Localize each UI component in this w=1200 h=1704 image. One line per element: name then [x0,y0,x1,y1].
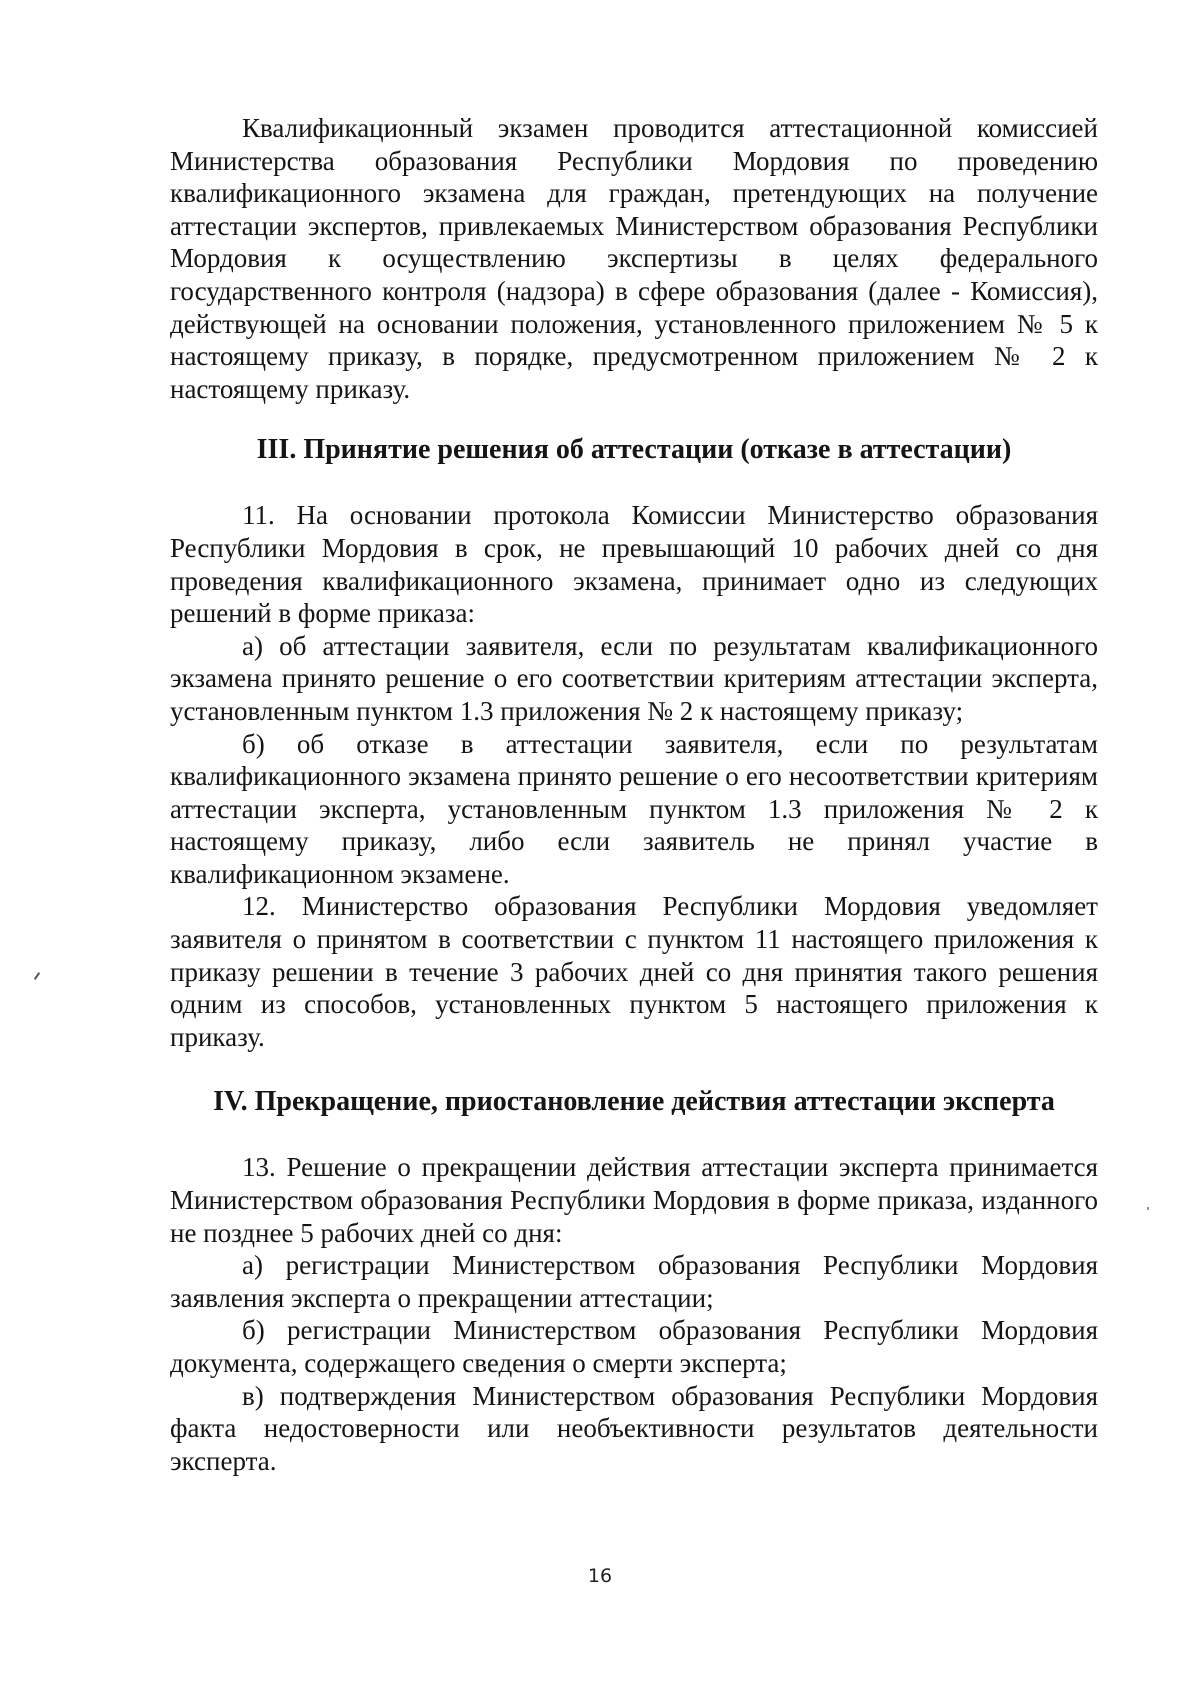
paragraph-13c: в) подтверждения Министерством образования Республики Мордовия факта недостоверности или необъективности результатов деятельности эксперта. [170,1380,1098,1476]
section-heading-iv: IV. Прекращение, приостановление действия аттестации эксперта [213,1086,1055,1118]
paragraph-13b: б) регистрации Министерством образования Республики Мордовия документа, содержащего сведения о смерти эксперта; [170,1315,1098,1378]
paragraph-commission: Квалификационный экзамен проводится аттестационной комиссией Министерства образования Республики Мордовия по проведению квалификационного экзамена для граждан, претендующих на получение аттестации экспертов, привлекаемых Министерством образования Республики Мордовия к осуществлению экспертизы в целях федерального государственного контроля (надзора) в сфере образования (далее - Комиссия), действующей на основании положения, установленного приложением № 5 к настоящему приказу, в порядке, предусмотренном приложением № 2 к настоящему приказу. [170,113,1098,404]
scan-mark [34,972,40,980]
paragraph-11a: а) об аттестации заявителя, если по результатам квалификационного экзамена принято решение о его соответствии критериям аттестации эксперта, установленным пунктом 1.3 приложения № 2 к настоящему приказу; [170,630,1098,726]
section-heading-iii: III. Принятие решения об аттестации (отказе в аттестации) [256,434,1012,466]
document-body [170,112,1098,1477]
paragraph-11b: б) об отказе в аттестации заявителя, если по результатам квалификационного экзамена принято решение о его несоответствии критериям аттестации эксперта, установленным пунктом 1.3 приложения № 2 к настоящему приказу, либо если заявитель не принял участие в квалификационном экзамене. [170,728,1098,889]
paragraph-13a: а) регистрации Министерством образования Республики Мордовия заявления эксперта о прекращении аттестации; [170,1250,1098,1313]
paragraph-12: 12. Министерство образования Республики Мордовия уведомляет заявителя о принятом в соответствии с пунктом 11 настоящего приложения к приказу решении в течение 3 рабочих дней со дня принятия такого решения одним из способов, установленных пунктом 5 настоящего приложения к приказу. [170,891,1098,1052]
paragraph-13: 13. Решение о прекращении действия аттестации эксперта принимается Министерством образования Республики Мордовия в форме приказа, изданного не позднее 5 рабочих дней со дня: [170,1152,1098,1248]
page-number: 16 [587,1565,613,1587]
scan-dot [1147,1207,1149,1210]
paragraph-11: 11. На основании протокола Комиссии Министерство образования Республики Мордовия в срок, не превышающий 10 рабочих дней со дня проведения квалификационного экзамена, принимает одно из следующих решений в форме приказа: [170,500,1098,629]
